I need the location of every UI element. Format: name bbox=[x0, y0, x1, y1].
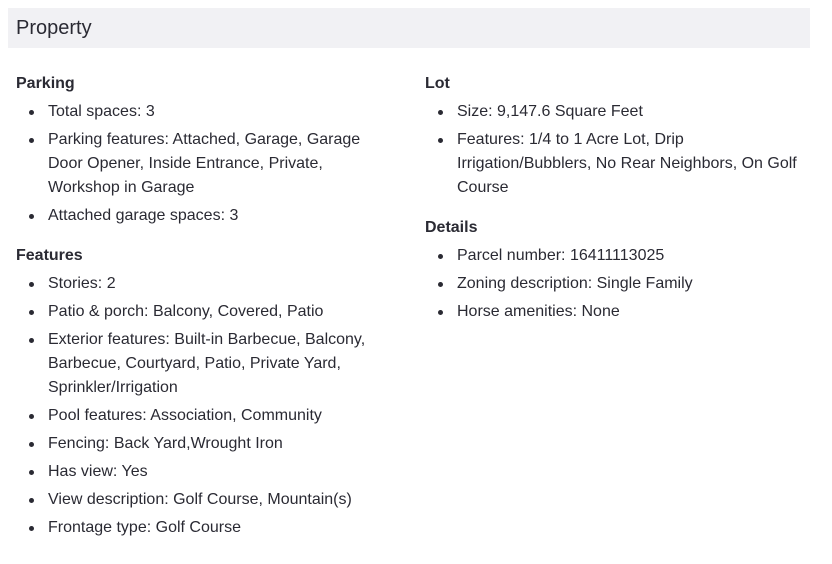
lot-list bbox=[425, 100, 815, 200]
features-group bbox=[16, 244, 396, 540]
list-item: Frontage type: Golf Course bbox=[48, 516, 396, 540]
property-section-header bbox=[8, 8, 810, 48]
list-item: Attached garage spaces: 3 bbox=[48, 204, 396, 228]
details-heading: Details bbox=[425, 219, 478, 236]
parking-heading: Parking bbox=[16, 75, 75, 92]
lot-group bbox=[425, 72, 815, 200]
list-item: Horse amenities: None bbox=[457, 300, 815, 324]
left-column bbox=[16, 72, 396, 556]
list-item: Parking features: Attached, Garage, Garage Door Opener, Inside Entrance, Private, Workshop in Garage bbox=[48, 128, 396, 200]
list-item: Patio & porch: Balcony, Covered, Patio bbox=[48, 300, 396, 324]
features-heading: Features bbox=[16, 247, 83, 264]
details-list bbox=[425, 244, 815, 324]
right-column bbox=[425, 72, 815, 340]
details-group bbox=[425, 216, 815, 324]
list-item: Pool features: Association, Community bbox=[48, 404, 396, 428]
section-title: Property bbox=[16, 16, 92, 39]
parking-list bbox=[16, 100, 396, 228]
lot-heading: Lot bbox=[425, 75, 450, 92]
list-item: Has view: Yes bbox=[48, 460, 396, 484]
list-item: Features: 1/4 to 1 Acre Lot, Drip Irrigation/Bubblers, No Rear Neighbors, On Golf Course bbox=[457, 128, 815, 200]
list-item: Zoning description: Single Family bbox=[457, 272, 815, 296]
list-item: Exterior features: Built-in Barbecue, Balcony, Barbecue, Courtyard, Patio, Private Yard, Sprinkler/Irrigation bbox=[48, 328, 396, 400]
list-item: Size: 9,147.6 Square Feet bbox=[457, 100, 815, 124]
features-list bbox=[16, 272, 396, 540]
parking-group bbox=[16, 72, 396, 228]
list-item: Stories: 2 bbox=[48, 272, 396, 296]
list-item: View description: Golf Course, Mountain(s) bbox=[48, 488, 396, 512]
list-item: Total spaces: 3 bbox=[48, 100, 396, 124]
list-item: Parcel number: 16411113025 bbox=[457, 244, 815, 268]
list-item: Fencing: Back Yard,Wrought Iron bbox=[48, 432, 396, 456]
